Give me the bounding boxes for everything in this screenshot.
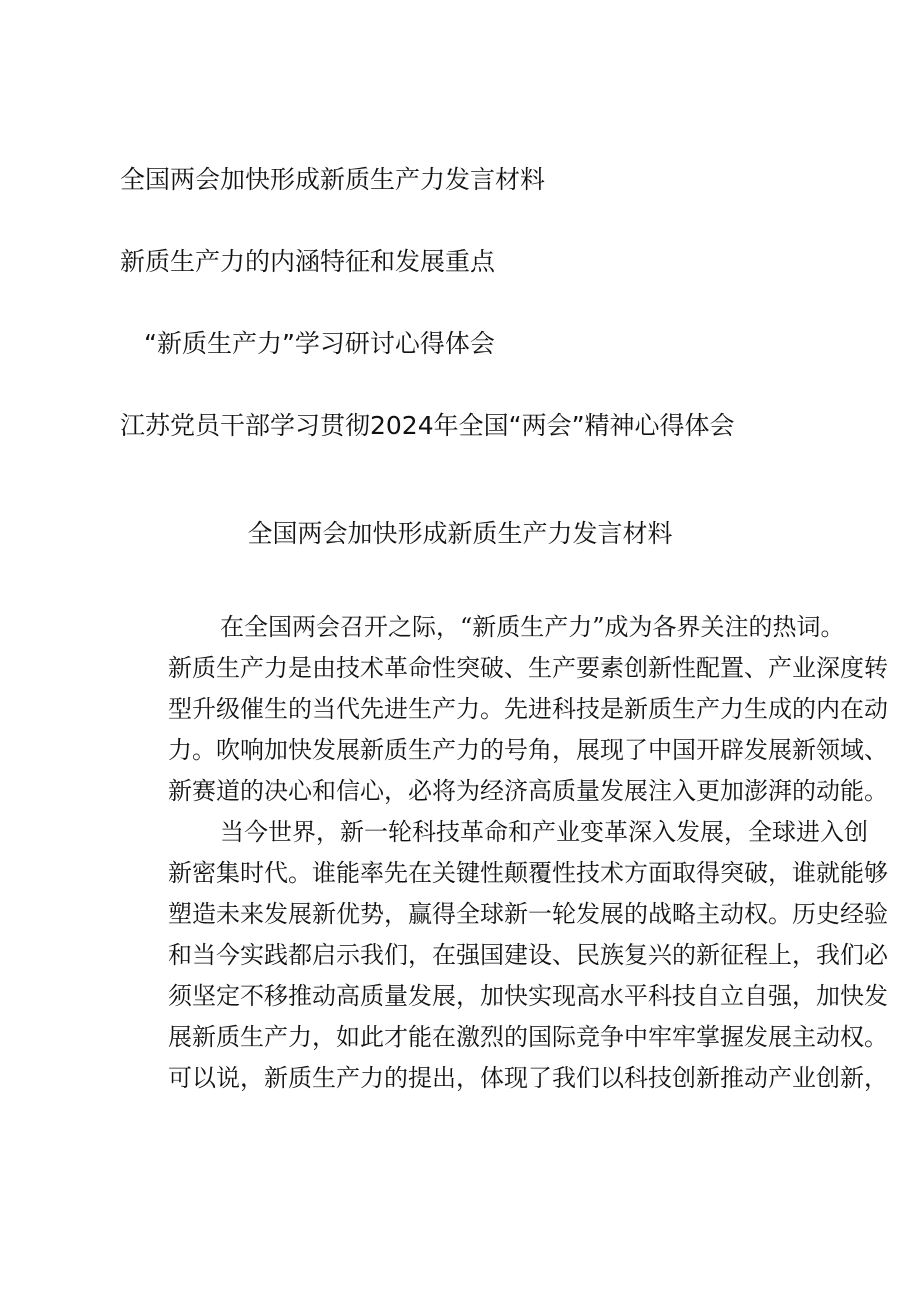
paragraph-line: 塑造未来发展新优势，赢得全球新一轮发展的战略主动权。历史经验 (168, 900, 888, 928)
paragraph-line: 新赛道的决心和信心，必将为经济高质量发展注入更加澎湃的动能。 (168, 777, 888, 805)
document-title: 全国两会加快形成新质生产力发言材料 (247, 519, 673, 548)
paragraph-line: 可以说，新质生产力的提出，体现了我们以科技创新推动产业创新， (168, 1064, 888, 1092)
document-body (120, 607, 888, 1099)
paragraph-line: 新密集时代。谁能率先在关键性颠覆性技术方面取得突破，谁就能够 (168, 859, 888, 887)
paragraph-line: 力。吹响加快发展新质生产力的号角，展现了中国开辟发展新领域、 (168, 736, 888, 764)
paragraph-line: 须坚定不移推动高质量发展，加快实现高水平科技自立自强，加快发 (168, 982, 888, 1010)
toc-item-4[interactable]: 江苏党员干部学习贯彻2024年全国“两会”精神心得体会 (120, 411, 735, 440)
table-of-contents (120, 163, 840, 491)
paragraph-line: 展新质生产力，如此才能在激烈的国际竞争中牢牢掌握发展主动权。 (168, 1023, 888, 1051)
paragraph-line: 当今世界，新一轮科技革命和产业变革深入发展，全球进入创 (220, 818, 868, 846)
toc-item-1[interactable]: 全国两会加快形成新质生产力发言材料 (120, 165, 546, 194)
toc-item-3[interactable]: “新质生产力”学习研讨心得体会 (144, 329, 495, 358)
paragraph-line: 新质生产力是由技术革命性突破、生产要素创新性配置、产业深度转 (168, 654, 888, 682)
paragraph-2 (120, 812, 888, 1099)
paragraph-line: 在全国两会召开之际，“新质生产力”成为各界关注的热词。 (220, 613, 845, 641)
paragraph-line: 型升级催生的当代先进生产力。先进科技是新质生产力生成的内在动 (168, 695, 888, 723)
paragraph-line: 和当今实践都启示我们，在强国建设、民族复兴的新征程上，我们必 (168, 941, 888, 969)
toc-item-2[interactable]: 新质生产力的内涵特征和发展重点 (120, 247, 496, 276)
paragraph-1 (120, 607, 888, 812)
